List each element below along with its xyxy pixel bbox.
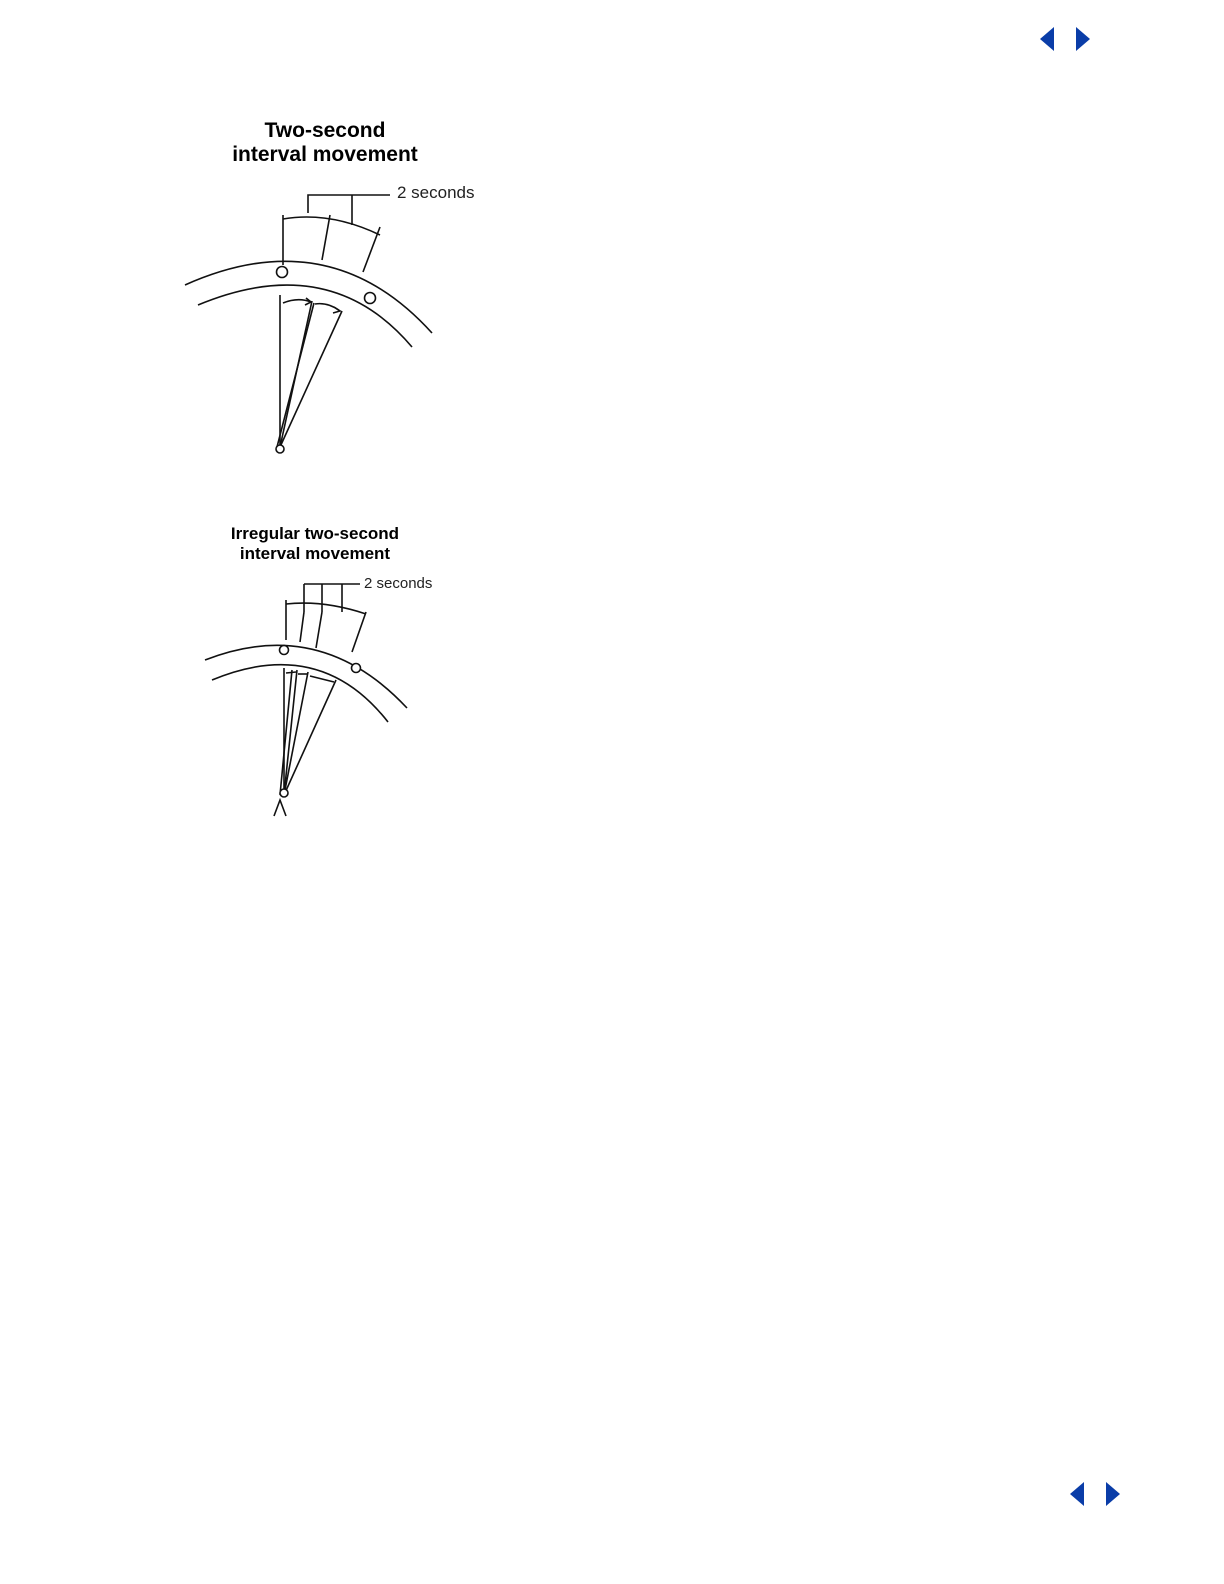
second-marker: [280, 646, 289, 655]
figure-title: Two-second interval movement: [232, 119, 418, 167]
second-marker: [352, 664, 361, 673]
regular-movement-figure: [180, 115, 510, 455]
bracket-top: [308, 195, 390, 213]
interval-label: 2 seconds: [397, 183, 475, 202]
second-hand-diagram: [200, 520, 460, 820]
irregular-movement-figure: [200, 520, 460, 820]
previous-page-icon[interactable]: [1040, 27, 1054, 51]
top-page-nav: [1040, 27, 1090, 51]
interval-label: 2 seconds: [364, 575, 433, 592]
next-page-icon[interactable]: [1076, 27, 1090, 51]
second-hand-diagram: [180, 115, 510, 455]
next-page-icon[interactable]: [1106, 1482, 1120, 1506]
figure-title: Irregular two-second interval movement: [230, 524, 400, 563]
second-marker: [365, 293, 376, 304]
previous-page-icon[interactable]: [1070, 1482, 1084, 1506]
bottom-page-nav: [1070, 1482, 1120, 1506]
second-marker: [277, 267, 288, 278]
